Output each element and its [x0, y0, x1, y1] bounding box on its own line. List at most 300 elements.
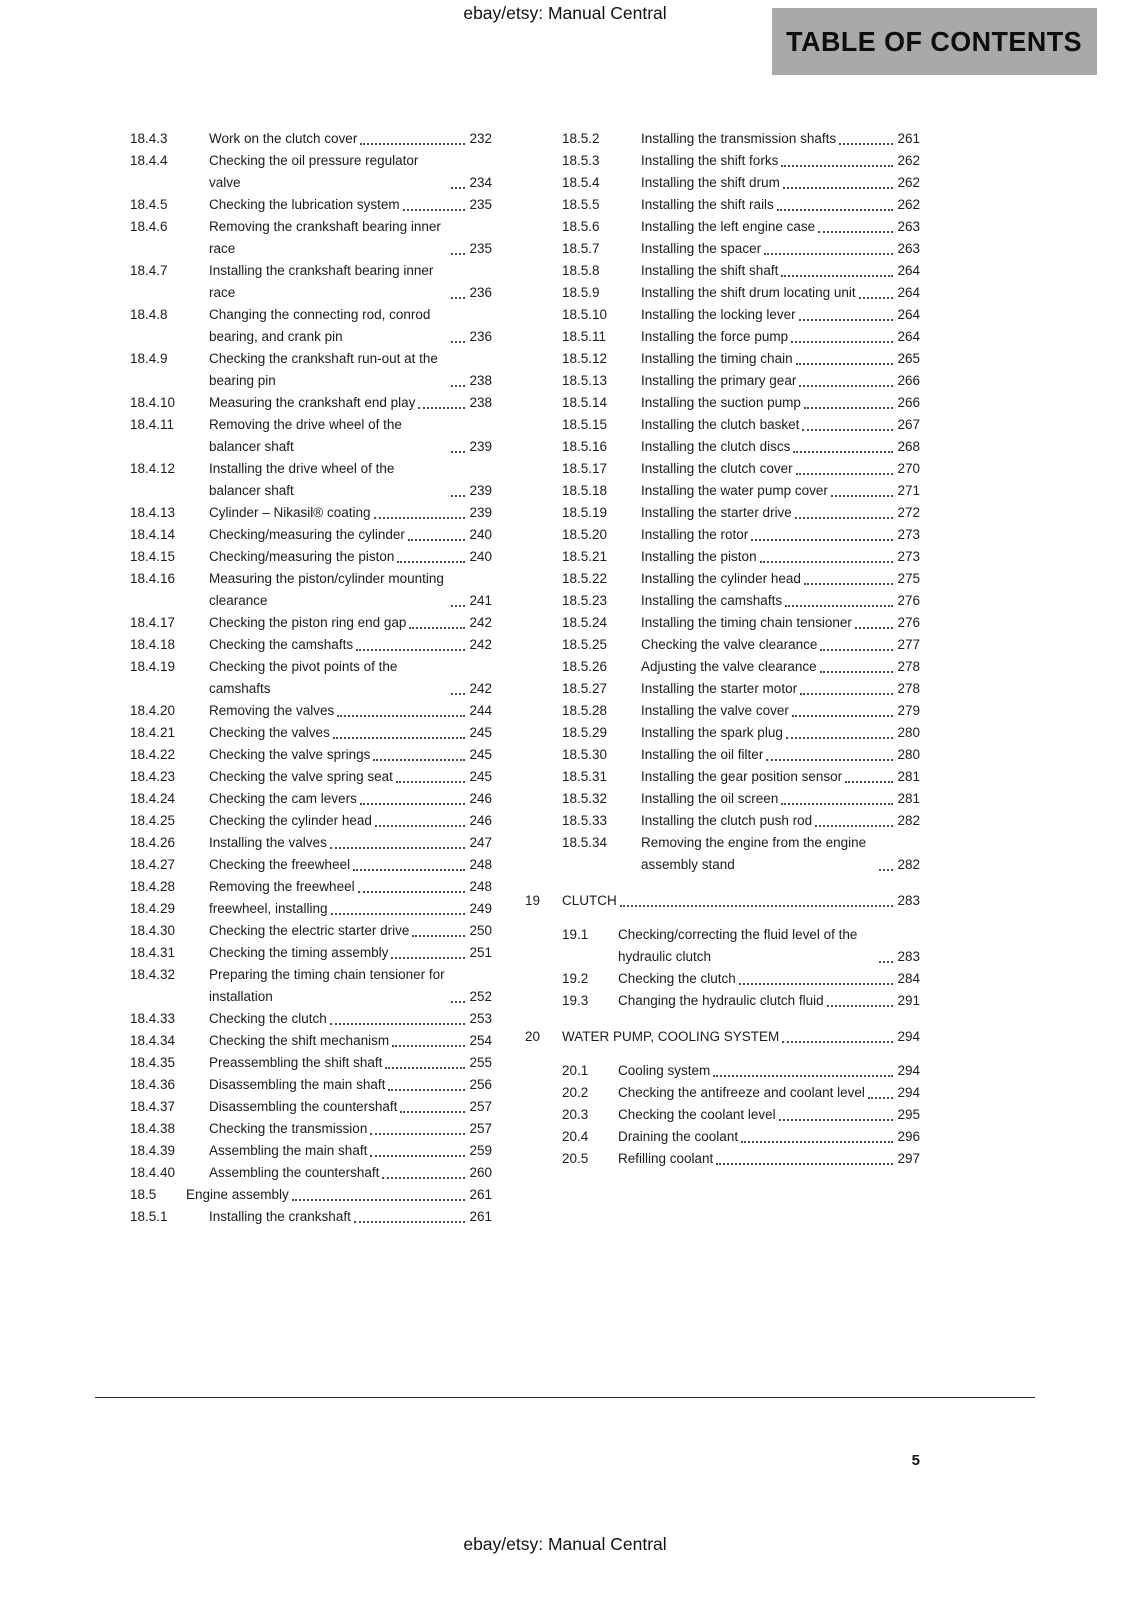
toc-entry-title: Installing the shift forks	[641, 153, 779, 168]
toc-entry-number: 18.4.29	[130, 901, 176, 916]
toc-entry-number: 18.5.20	[562, 527, 608, 542]
toc-entry-page: 283	[897, 893, 920, 908]
dot-leader	[451, 693, 465, 695]
toc-entry-number: 18.4.8	[130, 307, 168, 322]
toc-entry[interactable]	[525, 678, 920, 700]
dot-leader	[792, 715, 894, 717]
toc-entry[interactable]	[93, 1118, 492, 1140]
toc-entry-titlebox	[209, 260, 492, 304]
toc-entry-number: 18.5.3	[562, 153, 600, 168]
toc-entry-title: Installing the valves	[209, 835, 327, 850]
toc-entry-number: 18.5.29	[562, 725, 608, 740]
toc-entry-titlebox	[209, 612, 492, 634]
toc-column-right	[525, 128, 920, 1228]
toc-entry[interactable]	[525, 744, 920, 766]
toc-entry-number: 18.4.18	[130, 637, 176, 652]
toc-entry-title: Preparing the timing chain tensioner for installation	[209, 967, 445, 1004]
toc-entry[interactable]	[93, 766, 492, 788]
toc-entry-page: 294	[897, 1063, 920, 1078]
toc-entry-number: 18.4.34	[130, 1033, 176, 1048]
toc-entry-title: Installing the suction pump	[641, 395, 801, 410]
dot-leader	[360, 803, 466, 805]
toc-entry[interactable]	[93, 634, 492, 656]
toc-entry-page: 264	[897, 285, 920, 300]
toc-entry-number: 18.5	[130, 1187, 157, 1202]
toc-entry-titlebox	[618, 1060, 920, 1082]
toc-entry[interactable]	[525, 788, 920, 810]
toc-entry-page: 262	[897, 153, 920, 168]
toc-entry-page: 272	[897, 505, 920, 520]
dot-leader	[820, 649, 893, 651]
toc-entry-page: 257	[469, 1099, 492, 1114]
dot-leader	[779, 1119, 894, 1121]
dot-leader	[451, 297, 465, 299]
toc-entry[interactable]	[525, 1126, 920, 1148]
toc-entry-titlebox	[641, 194, 920, 216]
toc-entry-title: Preassembling the shift shaft	[209, 1055, 383, 1070]
toc-entry[interactable]	[525, 568, 920, 590]
toc-entry[interactable]	[93, 876, 492, 898]
toc-entry-number: 18.4.24	[130, 791, 176, 806]
toc-entry[interactable]	[93, 1140, 492, 1162]
toc-entry[interactable]	[93, 788, 492, 810]
toc-entry[interactable]	[93, 964, 492, 1008]
dot-leader	[391, 957, 465, 959]
toc-entry-number: 18.5.26	[562, 659, 608, 674]
toc-entry-page: 264	[897, 263, 920, 278]
toc-entry-number: 18.4.30	[130, 923, 176, 938]
toc-entry-title: Installing the shift drum locating unit	[641, 285, 856, 300]
toc-entry[interactable]	[93, 700, 492, 722]
toc-entry[interactable]	[93, 348, 492, 392]
toc-entry-number: 18.5.25	[562, 637, 608, 652]
toc-entry-title: Checking/measuring the piston	[209, 549, 395, 564]
top-watermark: ebay/etsy: Manual Central	[463, 3, 667, 23]
dot-leader	[781, 275, 893, 277]
toc-entry-titlebox	[641, 590, 920, 612]
toc-entry-title: Removing the valves	[209, 703, 335, 718]
toc-entry-page: 240	[469, 549, 492, 564]
toc-entry-page: 259	[469, 1143, 492, 1158]
toc-entry-title: Disassembling the countershaft	[209, 1099, 398, 1114]
toc-entry-titlebox	[209, 348, 492, 392]
toc-entry-number: 18.4.14	[130, 527, 176, 542]
toc-entry[interactable]	[93, 1096, 492, 1118]
dot-leader	[855, 627, 894, 629]
toc-body	[93, 128, 920, 1228]
toc-entry-titlebox	[209, 128, 492, 150]
toc-entry-number: 18.5.15	[562, 417, 608, 432]
dot-leader	[451, 495, 465, 497]
toc-entry[interactable]	[525, 924, 920, 968]
toc-entry-title: Checking the valves	[209, 725, 330, 740]
toc-entry-number: 18.5.24	[562, 615, 608, 630]
toc-entry[interactable]	[525, 968, 920, 990]
toc-entry-page: 278	[897, 681, 920, 696]
toc-entry[interactable]	[93, 1184, 492, 1206]
toc-entry-page: 297	[897, 1151, 920, 1166]
toc-entry[interactable]	[525, 766, 920, 788]
toc-entry-page: 268	[897, 439, 920, 454]
toc-entry-titlebox	[618, 924, 920, 968]
dot-leader	[739, 983, 894, 985]
toc-entry[interactable]	[525, 810, 920, 832]
toc-entry-titlebox	[641, 304, 920, 326]
toc-entry-page: 251	[469, 945, 492, 960]
toc-entry-page: 263	[897, 219, 920, 234]
dot-leader	[859, 297, 894, 299]
toc-entry[interactable]	[525, 414, 920, 436]
toc-entry-title: Removing the freewheel	[209, 879, 355, 894]
toc-entry-page: 245	[469, 769, 492, 784]
toc-entry-page: 277	[897, 637, 920, 652]
toc-entry[interactable]	[93, 502, 492, 524]
toc-entry[interactable]	[525, 238, 920, 260]
toc-entry[interactable]	[525, 436, 920, 458]
toc-entry-title: Refilling coolant	[618, 1151, 714, 1166]
dot-leader	[451, 187, 465, 189]
toc-entry-page: 248	[469, 857, 492, 872]
toc-entry-page: 239	[469, 439, 492, 454]
toc-entry-number: 19.1	[562, 927, 589, 942]
toc-entry-title: Checking the freewheel	[209, 857, 351, 872]
toc-entry-titlebox	[209, 1008, 492, 1030]
toc-entry-page: 281	[897, 791, 920, 806]
toc-entry-title: Installing the clutch basket	[641, 417, 800, 432]
toc-entry-titlebox	[209, 458, 492, 502]
toc-entry-title: Installing the oil screen	[641, 791, 779, 806]
toc-entry[interactable]	[525, 392, 920, 414]
toc-entry[interactable]	[93, 1074, 492, 1096]
toc-entry-title: Checking the crankshaft run-out at the bearing pin	[209, 351, 438, 388]
dot-leader	[827, 1005, 894, 1007]
toc-entry[interactable]	[93, 260, 492, 304]
toc-entry-title: Checking the pivot points of the camshafts	[209, 659, 398, 696]
toc-entry-number: 18.4.16	[130, 571, 176, 586]
toc-entry[interactable]	[525, 128, 920, 150]
toc-entry-titlebox	[209, 524, 492, 546]
toc-entry-titlebox	[641, 744, 920, 766]
toc-entry-titlebox	[641, 128, 920, 150]
dot-leader	[333, 737, 466, 739]
toc-entry[interactable]	[93, 392, 492, 414]
toc-entry-title: freewheel, installing	[209, 901, 328, 916]
toc-entry-titlebox	[209, 216, 492, 260]
toc-entry-number: 18.4.6	[130, 219, 168, 234]
toc-entry-page: 239	[469, 483, 492, 498]
toc-entry-number: 18.4.40	[130, 1165, 176, 1180]
toc-entry[interactable]	[93, 524, 492, 546]
toc-entry-page: 294	[897, 1085, 920, 1100]
toc-entry-number: 18.5.19	[562, 505, 608, 520]
toc-entry-page: 247	[469, 835, 492, 850]
toc-entry[interactable]	[525, 612, 920, 634]
toc-entry-titlebox	[641, 524, 920, 546]
toc-entry[interactable]	[525, 326, 920, 348]
toc-entry[interactable]	[525, 172, 920, 194]
toc-entry[interactable]	[93, 216, 492, 260]
toc-entry-title: Installing the camshafts	[641, 593, 783, 608]
toc-entry-page: 246	[469, 813, 492, 828]
toc-entry[interactable]	[93, 810, 492, 832]
toc-entry[interactable]	[93, 414, 492, 458]
toc-entry-titlebox	[209, 634, 492, 656]
dot-leader	[879, 961, 893, 963]
dot-leader	[800, 693, 893, 695]
dot-leader	[451, 385, 465, 387]
toc-entry-page: 266	[897, 395, 920, 410]
toc-entry[interactable]	[525, 282, 920, 304]
toc-entry-titlebox	[562, 1026, 920, 1048]
toc-entry-title: Installing the crankshaft	[209, 1209, 351, 1224]
toc-entry-number: 18.5.4	[562, 175, 600, 190]
toc-entry[interactable]	[93, 1052, 492, 1074]
toc-entry[interactable]	[525, 194, 920, 216]
toc-entry[interactable]	[525, 1104, 920, 1126]
toc-entry[interactable]	[93, 898, 492, 920]
toc-entry-title: WATER PUMP, COOLING SYSTEM	[562, 1029, 780, 1044]
toc-entry[interactable]	[525, 480, 920, 502]
toc-entry-number: 20.3	[562, 1107, 589, 1122]
toc-entry-title: Removing the engine from the engine assembly stand	[641, 835, 867, 872]
toc-entry[interactable]	[525, 1082, 920, 1104]
toc-entry-titlebox	[641, 568, 920, 590]
toc-entry-page: 273	[897, 527, 920, 542]
toc-entry[interactable]	[525, 722, 920, 744]
dot-leader	[451, 451, 465, 453]
toc-entry[interactable]	[525, 216, 920, 238]
dot-leader	[760, 561, 894, 563]
toc-entry-titlebox	[209, 414, 492, 458]
toc-entry-title: Adjusting the valve clearance	[641, 659, 817, 674]
toc-entry[interactable]	[93, 920, 492, 942]
toc-entry[interactable]	[93, 1030, 492, 1052]
toc-entry-page: 242	[469, 681, 492, 696]
toc-entry-number: 18.5.17	[562, 461, 608, 476]
toc-entry-number: 18.4.7	[130, 263, 168, 278]
toc-entry-title: Installing the piston	[641, 549, 757, 564]
toc-entry-title: Checking the valve springs	[209, 747, 371, 762]
toc-entry-titlebox	[618, 990, 920, 1012]
dot-leader	[820, 671, 894, 673]
toc-entry-number: 18.5.18	[562, 483, 608, 498]
dot-leader	[337, 715, 465, 717]
toc-entry[interactable]	[525, 1026, 920, 1048]
banner-title: TABLE OF CONTENTS	[786, 25, 1083, 57]
toc-entry[interactable]	[525, 832, 920, 876]
toc-entry[interactable]	[93, 150, 492, 194]
toc-entry-number: 18.4.4	[130, 153, 168, 168]
dot-leader	[791, 341, 893, 343]
toc-entry-page: 282	[897, 857, 920, 872]
toc-entry-title: Checking the valve spring seat	[209, 769, 393, 784]
toc-entry[interactable]	[93, 1162, 492, 1184]
toc-entry[interactable]	[93, 568, 492, 612]
toc-entry-titlebox	[186, 1184, 492, 1206]
dot-leader	[356, 649, 465, 651]
dot-leader	[831, 495, 894, 497]
toc-entry[interactable]	[525, 304, 920, 326]
toc-entry-page: 249	[469, 901, 492, 916]
toc-entry-number: 18.4.23	[130, 769, 176, 784]
dot-leader	[360, 143, 465, 145]
toc-entry[interactable]	[93, 942, 492, 964]
toc-entry-titlebox	[641, 480, 920, 502]
toc-entry[interactable]	[525, 546, 920, 568]
page-number: 5	[911, 1452, 920, 1469]
toc-entry-titlebox	[209, 876, 492, 898]
dot-leader	[781, 803, 893, 805]
toc-entry-page: 238	[469, 373, 492, 388]
toc-entry-titlebox	[641, 722, 920, 744]
dot-leader	[795, 517, 894, 519]
dot-leader	[412, 935, 465, 937]
toc-entry[interactable]	[93, 854, 492, 876]
toc-entry[interactable]	[525, 524, 920, 546]
toc-entry-page: 296	[897, 1129, 920, 1144]
toc-entry-title: Checking the valve clearance	[641, 637, 818, 652]
toc-entry-number: 18.5.13	[562, 373, 608, 388]
toc-entry[interactable]	[93, 612, 492, 634]
toc-entry-number: 18.4.38	[130, 1121, 176, 1136]
toc-entry-title: Draining the coolant	[618, 1129, 739, 1144]
toc-entry-title: Installing the spacer	[641, 241, 762, 256]
toc-entry-number: 18.5.34	[562, 835, 608, 850]
dot-leader	[382, 1177, 465, 1179]
toc-entry-page: 234	[469, 175, 492, 190]
toc-entry[interactable]	[525, 634, 920, 656]
toc-entry-titlebox	[209, 1030, 492, 1052]
toc-entry-number: 18.4.13	[130, 505, 176, 520]
toc-entry-titlebox	[209, 1118, 492, 1140]
toc-entry-number: 20.1	[562, 1063, 589, 1078]
toc-entry-title: Installing the locking lever	[641, 307, 796, 322]
toc-entry-page: 261	[897, 131, 920, 146]
toc-entry[interactable]	[525, 1148, 920, 1170]
toc-entry-number: 19.3	[562, 993, 589, 1008]
toc-entry[interactable]	[525, 890, 920, 912]
dot-leader	[839, 143, 893, 145]
dot-leader	[799, 385, 893, 387]
dot-leader	[358, 891, 466, 893]
toc-entry-page: 270	[897, 461, 920, 476]
toc-entry-titlebox	[209, 722, 492, 744]
toc-entry-number: 18.5.23	[562, 593, 608, 608]
toc-entry[interactable]	[93, 722, 492, 744]
toc-entry[interactable]	[93, 656, 492, 700]
toc-entry-titlebox	[641, 788, 920, 810]
toc-entry[interactable]	[525, 590, 920, 612]
toc-entry-page: 250	[469, 923, 492, 938]
toc-column-left	[93, 128, 492, 1228]
toc-entry-titlebox	[209, 832, 492, 854]
toc-entry[interactable]	[93, 194, 492, 216]
toc-entry[interactable]	[525, 370, 920, 392]
toc-entry[interactable]	[93, 458, 492, 502]
toc-entry-titlebox	[209, 1052, 492, 1074]
toc-entry-title: Checking the camshafts	[209, 637, 354, 652]
toc-entry-number: 18.4.37	[130, 1099, 176, 1114]
toc-entry[interactable]	[93, 744, 492, 766]
toc-entry-titlebox	[641, 238, 920, 260]
toc-entry-title: Cylinder – Nikasil® coating	[209, 505, 371, 520]
dot-leader	[796, 473, 894, 475]
toc-entry[interactable]	[525, 458, 920, 480]
dot-leader	[793, 451, 893, 453]
toc-entry-titlebox	[209, 1074, 492, 1096]
toc-entry-title: Installing the shift shaft	[641, 263, 779, 278]
toc-entry-title: Changing the connecting rod, conrod bearing, and crank pin	[209, 307, 431, 344]
toc-entry-titlebox	[641, 832, 920, 876]
dot-leader	[354, 1221, 466, 1223]
toc-entry-page: 232	[469, 131, 492, 146]
toc-entry-number: 18.5.27	[562, 681, 608, 696]
toc-entry[interactable]	[93, 1206, 492, 1228]
toc-entry[interactable]	[525, 348, 920, 370]
toc-entry-title: Measuring the crankshaft end play	[209, 395, 416, 410]
toc-entry[interactable]	[93, 546, 492, 568]
toc-entry[interactable]	[93, 1008, 492, 1030]
toc-entry-page: 242	[469, 637, 492, 652]
toc-entry[interactable]	[525, 502, 920, 524]
toc-entry-page: 265	[897, 351, 920, 366]
toc-entry-title: Installing the clutch discs	[641, 439, 791, 454]
toc-entry-page: 256	[469, 1077, 492, 1092]
toc-entry-title: Measuring the piston/cylinder mounting clearance	[209, 571, 444, 608]
toc-entry-title: Installing the timing chain	[641, 351, 793, 366]
dot-leader	[353, 869, 465, 871]
toc-entry-page: 267	[897, 417, 920, 432]
toc-entry-number: 18.4.36	[130, 1077, 176, 1092]
dot-leader	[396, 781, 466, 783]
toc-entry-titlebox	[209, 656, 492, 700]
dot-leader	[331, 913, 466, 915]
toc-entry[interactable]	[525, 656, 920, 678]
toc-entry-title: Work on the clutch cover	[209, 131, 358, 146]
toc-entry-page: 253	[469, 1011, 492, 1026]
toc-entry[interactable]	[525, 1060, 920, 1082]
toc-entry[interactable]	[93, 304, 492, 348]
toc-entry[interactable]	[525, 700, 920, 722]
dot-leader	[292, 1199, 466, 1201]
toc-entry-number: 20	[525, 1029, 541, 1044]
toc-entry-page: 282	[897, 813, 920, 828]
toc-entry-titlebox	[641, 766, 920, 788]
toc-entry-number: 18.4.27	[130, 857, 176, 872]
toc-entry[interactable]	[93, 128, 492, 150]
toc-entry-number: 18.5.1	[130, 1209, 168, 1224]
toc-entry-number: 18.5.30	[562, 747, 608, 762]
toc-entry-title: Assembling the main shaft	[209, 1143, 368, 1158]
toc-entry[interactable]	[525, 260, 920, 282]
toc-entry-number: 18.4.19	[130, 659, 176, 674]
toc-entry[interactable]	[525, 150, 920, 172]
toc-entry-title: Checking the antifreeze and coolant level	[618, 1085, 865, 1100]
toc-entry-title: Installing the cylinder head	[641, 571, 801, 586]
toc-entry[interactable]	[525, 990, 920, 1012]
toc-entry-titlebox	[641, 172, 920, 194]
toc-entry-titlebox	[641, 414, 920, 436]
toc-entry-page: 255	[469, 1055, 492, 1070]
dot-leader	[374, 517, 466, 519]
toc-entry-page: 266	[897, 373, 920, 388]
toc-entry-titlebox	[209, 766, 492, 788]
toc-entry-titlebox	[209, 194, 492, 216]
toc-entry-number: 18.4.11	[130, 417, 175, 432]
toc-entry-titlebox	[641, 502, 920, 524]
dot-leader	[408, 539, 466, 541]
toc-entry[interactable]	[93, 832, 492, 854]
